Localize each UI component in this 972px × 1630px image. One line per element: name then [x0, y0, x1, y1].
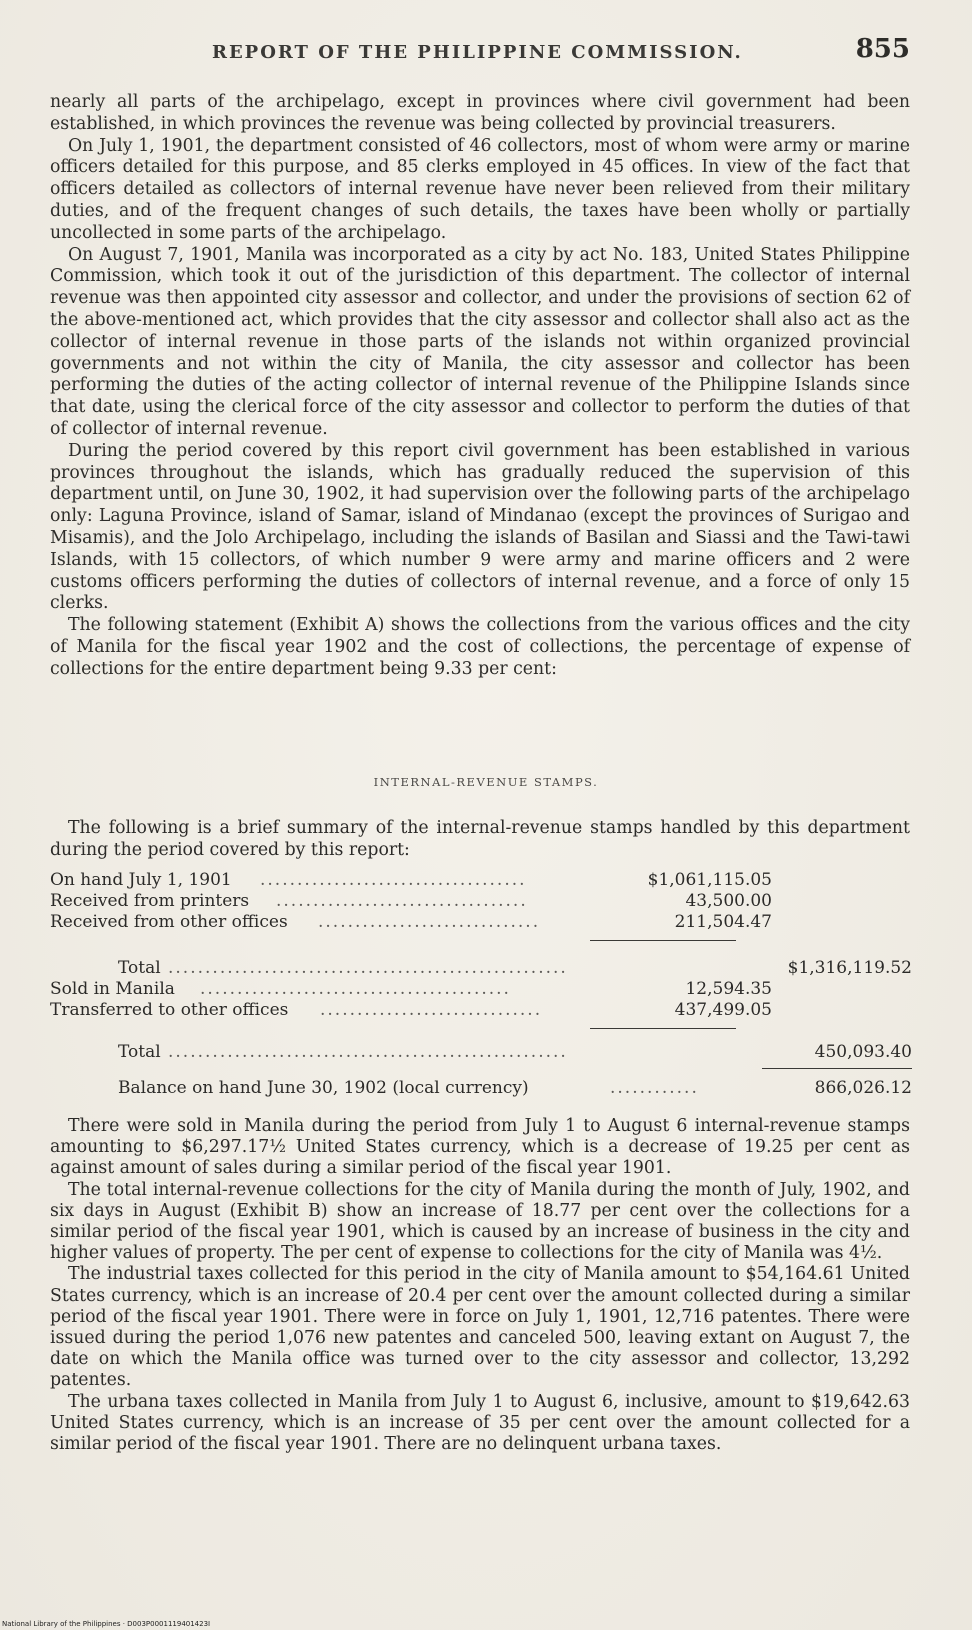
leader-dots: ...................................................... — [168, 1042, 568, 1062]
ledger-row-total-1 — [50, 958, 912, 979]
ledger-value: 12,594.35 — [685, 979, 772, 999]
ledger-label: Received from other offices — [50, 912, 288, 932]
paragraph: On August 7, 1901, Manila was incorporated as a city by act No. 183, United States Philippine Commission, which took it out of the jurisdiction of this department. The collector of internal revenue was then appointed city assessor and collector, and under the provisions of section 62 of the above-mentioned act, which provides that the city assessor and collector shall also act as the collector of internal revenue in those parts of the islands not within organized provincial governments and not within the city of Manila, the city assessor and collector has been performing the duties of the acting collector of internal revenue of the Philippine Islands since that date, using the clerical force of the city assessor and collector to perform the duties of that of collector of internal revenue. — [50, 244, 910, 439]
ledger-value: $1,061,115.05 — [647, 870, 772, 890]
lower-body-text — [50, 1116, 910, 1455]
paragraph: The total internal-revenue collections for the city of Manila during the month of July, 1902, and six days in August (Exhibit B) show an increase of 18.77 per cent over the collections for a similar period of the fiscal year 1901, which is caused by an increase of business in the city and higher values of property. The per cent of expense to collections for the city of Manila was 4½. — [50, 1179, 910, 1264]
ledger-label: Sold in Manila — [50, 979, 175, 999]
running-head: REPORT OF THE PHILIPPINE COMMISSION. — [212, 42, 743, 63]
ledger-row-transferred — [50, 1000, 912, 1021]
paragraph: nearly all parts of the archipelago, except in provinces where civil government had been established, in which provinces the revenue was being collected by provincial treasurers. — [50, 92, 910, 134]
ledger-value: 866,026.12 — [814, 1078, 912, 1098]
leader-dots: .............................. — [320, 1000, 543, 1020]
ledger-value: $1,316,119.52 — [787, 958, 912, 978]
leader-dots: .......................................... — [200, 979, 511, 999]
ledger-label: Total — [118, 958, 161, 978]
leader-dots: ...................................................... — [168, 958, 568, 978]
paragraph: The following statement (Exhibit A) shows the collections from the various offices and the city of Manila for the fiscal year 1902 and the cost of collections, the percentage of expense of collections for the entire department being 9.33 per cent: — [50, 615, 910, 679]
subtotal-rule — [590, 1028, 736, 1029]
ledger-label: Received from printers — [50, 891, 250, 911]
subtotal-rule — [590, 940, 736, 941]
ledger-row-balance — [50, 1078, 912, 1099]
page-header — [52, 34, 910, 70]
ledger-row-total-2 — [50, 1042, 912, 1063]
stamps-intro: The following is a brief summary of the internal-revenue stamps handled by this department during the period covered by this report: — [50, 818, 910, 860]
footer-credit: National Library of the Philippines · D003P0001119401423I — [2, 1620, 211, 1628]
ledger-value: 211,504.47 — [674, 912, 772, 932]
page-number: 855 — [855, 34, 910, 64]
ledger-row-received-printers — [50, 891, 912, 912]
ledger-label: Balance on hand June 30, 1902 (local currency) — [118, 1078, 529, 1098]
leader-dots: .................................. — [276, 891, 528, 911]
total-rule — [762, 1068, 912, 1069]
leader-dots: ............ — [610, 1078, 699, 1098]
ledger-value: 437,499.05 — [674, 1000, 772, 1020]
paragraph: The industrial taxes collected for this period in the city of Manila amount to $54,164.61 United States currency, which is an increase of 20.4 per cent over the amount collected during a similar period of the fiscal year 1901. There were in force on July 1, 1901, 12,716 patentes. There were issued during the period 1,076 new patentes and canceled 500, leaving extant on August 7, the date on which the Manila office was turned over to the city assessor and collector, 13,292 patentes. — [50, 1264, 910, 1391]
paragraph: The urbana taxes collected in Manila from July 1 to August 6, inclusive, amount to $19,642.63 United States currency, which is an increase of 35 per cent over the amount collected for a similar period of the fiscal year 1901. There are no delinquent urbana taxes. — [50, 1391, 910, 1455]
ledger-value: 450,093.40 — [814, 1042, 912, 1062]
paragraph: During the period covered by this report civil government has been established in various provinces throughout the islands, which has gradually reduced the supervision of this department until, on June 30, 1902, it had supervision over the following parts of the archipelago only: Laguna Province, island of Samar, island of Mindanao (except the provinces of Surigao and Misamis), and the Jolo Archipelago, including the islands of Basilan and Siassi and the Tawi-tawi Islands, with 15 collectors, of which number 9 were army and marine officers and 2 were customs officers performing the duties of collectors of internal revenue, and a force of only 15 clerks. — [50, 440, 910, 614]
paragraph: On July 1, 1901, the department consisted of 46 collectors, most of whom were army or marine officers detailed for this purpose, and 85 clerks employed in 45 offices. In view of the fact that officers detailed as collectors of internal revenue have never been relieved from their military duties, and of the frequent changes of such details, the taxes have been wholly or partially uncollected in some parts of the archipelago. — [50, 135, 910, 243]
section-title: INTERNAL-REVENUE STAMPS. — [373, 775, 599, 789]
ledger-row-on-hand — [50, 870, 912, 891]
paragraph: There were sold in Manila during the period from July 1 to August 6 internal-revenue stamps amounting to $6,297.17½ United States currency, which is a decrease of 19.25 per cent as against amount of sales during a similar period of the fiscal year 1901. — [50, 1116, 910, 1179]
ledger-row-sold-manila — [50, 979, 912, 1000]
ledger-label: Transferred to other offices — [50, 1000, 289, 1020]
leader-dots: .................................... — [260, 870, 527, 890]
ledger-value: 43,500.00 — [685, 891, 772, 911]
ledger-label: On hand July 1, 1901 — [50, 870, 232, 890]
ledger-row-received-offices — [50, 912, 912, 933]
body-text — [50, 92, 910, 681]
ledger-label: Total — [118, 1042, 161, 1062]
leader-dots: .............................. — [318, 912, 541, 932]
